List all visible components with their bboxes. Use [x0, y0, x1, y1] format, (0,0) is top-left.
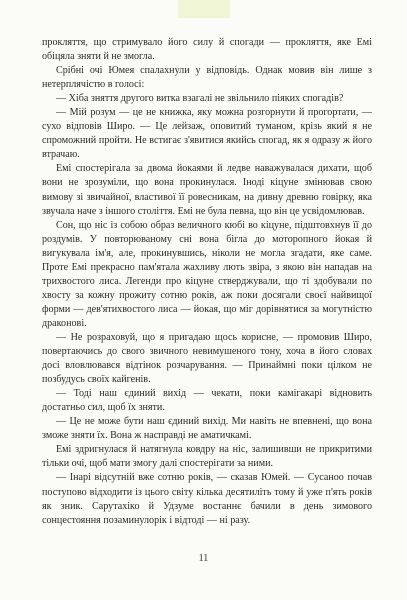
paragraph: — Тоді наш єдиний вихід — чекати, поки камігакарі відновить достатньо сил, щоб їх зняти.: [42, 388, 372, 414]
page-number: 11: [198, 553, 209, 564]
paragraph: — Це не може бути наш єдиний вихід. Ми навіть не впевнені, що вона зможе зняти їх. Вона ж насправді не аматичкамі.: [42, 416, 372, 442]
body-text: [42, 36, 372, 528]
paragraph: — Не розраховуй, що я пригадаю щось корисне, — промовив Широ, повертаючись до свого звичного невимушеного тону, хоча в його словах досі вловлювався відтінок розчарування. — Принаймні поки цілком не позбудусь своїх кайгенів.: [42, 331, 372, 386]
paragraph: — Мій розум — це не книжка, яку можна розгорнути й прогортати, — сухо відповів Широ. — Це лейзаж, оповитий туманом, крізь який я не спроможний пройти. Не встигає з'явитися якийсь спогад, як я одразу ж його втрачаю.: [42, 107, 372, 161]
paragraph: — Інарі відсутній вже сотню років, — сказав Юмей. — Сусаноо почав поступово відходити із цього світу кілька десятиліть тому й уже п'ять років як зник. Сарутахіко й Удзуме востаннє бачили в день зимового сонцестояння позаминулорік і відтоді — ні разу.: [42, 472, 372, 526]
highlight-mark: [178, 0, 230, 18]
paragraph: Сон, що ніс із собою образ величного кюбі во кіцуне, підштовхнув її до роздумів. У повторюваному сні вона бігла до моторопного йокая й вигукувала ім'я, але, прокинувшись, ніколи не могла згадати, яке саме. Проте Емі прекрасно пам'ятала жахливу лють звіра, з якою він нападав на трихвостого лиса. Легенди про кіцуне стверджували, що ті здобували по хвосту за кожну прожиту сотню років, аж поки досягали своєї найвищої форми — дев'ятихвостого лиса — йокая, що міг дорівнятися за могутністю драконові.: [42, 219, 372, 329]
paragraph: — Хіба зняття другого витка взагалі не звільнило піяких спогадів?: [56, 93, 344, 105]
paragraph: Срібні очі Юмея спалахнули у відповідь. Однак мовив він лише з нетерплячістю в голосі:: [42, 65, 372, 91]
paragraph: прокляття, що стримувало його силу й спогади — прокляття, яке Емі обіцяла зняти й не змогла.: [42, 37, 372, 63]
paragraph: Емі спостерігала за двома йокаями й ледве наважувалася дихати, щоб вони не зрозуміли, що вона прокинулася. Іноді кіцуне змінював свою вимову зі звичайної, властивої її ровесникам, на дивну древню говірку, яка звучала наче з іншого століття. Емі не була певна, що він це усвідомлював.: [42, 163, 372, 217]
paragraph: Емі здригнулася й натягнула ковдру на ніс, залишивши не прикритими тільки очі, щоб мати змогу далі спостерігати за ними.: [42, 444, 372, 470]
